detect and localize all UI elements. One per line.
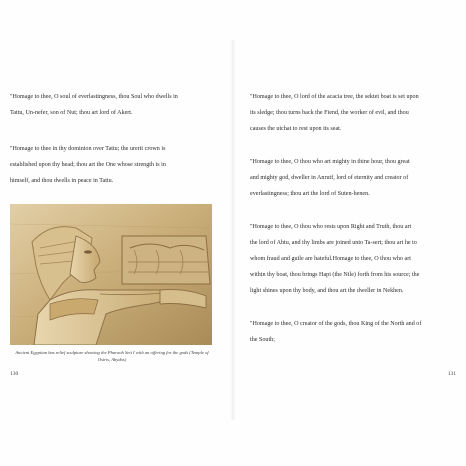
right-paragraph-line: whom fraud and guile are hateful.Homage to thee, O thou who art — [250, 256, 411, 262]
left-paragraph-line: "Homage to thee, O soul of everlastingness, thou Soul who dwells in — [10, 94, 178, 100]
right-paragraph-line: "Homage to thee, O lord of the acacia tree, the sektet boat is set upon — [250, 94, 419, 100]
page-number: 131 — [447, 371, 456, 377]
right-page — [233, 0, 466, 466]
relief-illustration — [10, 204, 212, 345]
left-paragraph-line: Tattu, Un-nefer, son of Nut; thou art lord of Akert. — [10, 110, 133, 116]
left-paragraph-line: himself, and thou dwells in peace in Tattu. — [10, 178, 114, 184]
page-number: 130 — [10, 371, 19, 377]
right-paragraph-line: "Homage to thee, O thou who rests upon Right and Truth, thou art — [250, 224, 412, 230]
right-paragraph-line: the South; — [250, 337, 275, 343]
figure-caption: Ancient Egyptian bas relief sculpture showing the Pharaoh Seti I with an offering for the gods (Temple of Osiris, Abydos) — [15, 350, 209, 362]
right-paragraph-line: light shines upon thy body, and thou art the dweller in Nekhen. — [250, 288, 404, 294]
right-paragraph-line: "Homage to thee, O creator of the gods, thou King of the North and of — [250, 321, 422, 327]
pharaoh-relief-image — [10, 204, 212, 345]
right-paragraph-line: within thy boat, thou brings Hapi (the Nile) forth from his source; the — [250, 272, 420, 278]
left-paragraph-line: "Homage to thee in thy dominion over Tattu; the urerit crown is — [10, 146, 166, 152]
right-paragraph-line: causes the utchat to rest upon its seat. — [250, 126, 342, 132]
right-paragraph-line: its sledge; thou turns back the Fiend, the worker of evil, and thou — [250, 110, 409, 116]
right-paragraph-line: "Homage to thee, O thou who art mighty in thine hour, thou great — [250, 159, 410, 165]
left-paragraph-line: established upon thy head; thou art the One whose strength is in — [10, 162, 166, 168]
right-paragraph-line: the lord of Abtu, and thy limbs are joined unto Ta-sert; thou art he to — [250, 240, 417, 246]
right-paragraph-line: everlastingness; thou art the lord of Suten-henen. — [250, 191, 370, 197]
right-paragraph-line: and mighty god, dweller in Anrutf, lord of eternity and creator of — [250, 175, 409, 181]
